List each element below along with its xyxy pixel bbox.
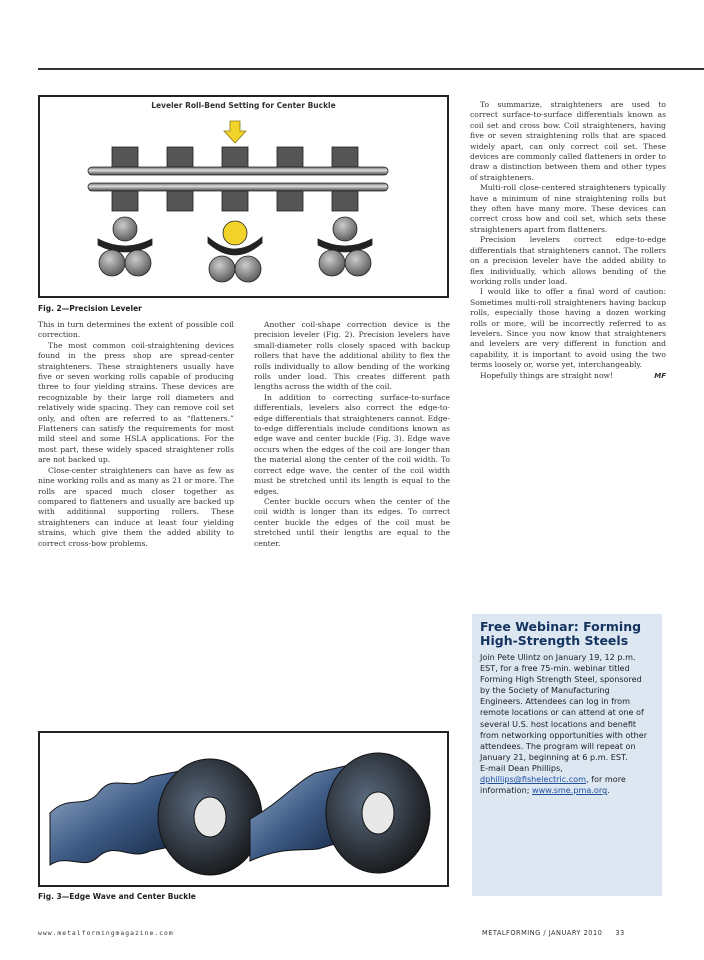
- footer-url: www.metalformingmagazine.com: [38, 929, 174, 937]
- top-rule: [38, 68, 704, 70]
- end-mark: MF: [654, 371, 666, 380]
- webinar-end: .: [607, 785, 610, 796]
- closing-line: Hopefully things are straight now!: [480, 370, 614, 380]
- paragraph: Another coil-shape correction device is the precision leveler (Fig. 2). Precision levelers have small-diameter rolls closely spaced with backup rollers that have the additional ability to flex the rolls individually to allow bending of the working rolls under load. This creates different path lengths across the width of the coil.: [254, 320, 450, 392]
- website-link[interactable]: www.sme.pma.org: [532, 785, 608, 796]
- figure-2-caption: Fig. 2—Precision Leveler: [38, 304, 142, 313]
- paragraph: Multi-roll close-centered straighteners typically have a minimum of nine straightening rolls but they often have many more. These devices can correct cross bow and coil set, which sets these straighteners apart from flatteners.: [470, 183, 666, 234]
- figure-3-caption: Fig. 3—Edge Wave and Center Buckle: [38, 892, 196, 901]
- paragraph: Center buckle occurs when the center of the coil width is longer than its edges. To correct center buckle the edges of the coil must be stretched until their lengths are equal to the center.: [254, 496, 450, 548]
- paragraph: [470, 371, 666, 381]
- figure-2: [38, 95, 449, 298]
- paragraph: The most common coil-straightening devices found in the press shop are spread-center straighteners. These straighteners usually have five or seven working rolls capable of producing three to four yielding strains. These devices are recognizable by their large roll diameters and relatively wide spacing. They can remove coil set only, and often are referred to as “flatteners.” Flatteners can satisfy the requirements for most mild steel and some HSLA applications. For the most part, these widely spaced straightener rolls are not backed up.: [38, 340, 234, 465]
- webinar-title: Free Webinar: Forming High-Strength Steels: [480, 619, 642, 648]
- column-3: [470, 100, 666, 381]
- webinar-email-prefix: E-mail Dean Phillips,: [480, 762, 563, 773]
- precision-leveler-illustration: [40, 97, 447, 296]
- paragraph: This in turn determines the extent of possible coil correction.: [38, 320, 234, 340]
- webinar-sidebar: [472, 614, 662, 896]
- webinar-mid: , for more information;: [480, 774, 626, 796]
- paragraph: I would like to offer a final word of caution: Sometimes multi-roll straighteners having backup rolls, especially those having a dozen working rolls or more, will be incorrectly referred to as levelers. Since you now know that straighteners and levelers are very different in function and capability, it is important to avoid using the two terms loosely or, worse yet, interchangeably.: [470, 287, 666, 370]
- paragraph: In addition to correcting surface-to-surface differentials, levelers also correct the edge-to-edge differentials that straighteners cannot. Edge-to-edge differentials include conditions known as edge wave and center buckle (Fig. 3). Edge wave occurs when the edges of the coil are longer than the material along the center of the coil width. To correct edge wave, the center of the coil width must be stretched until its length is equal to the edges.: [254, 392, 450, 496]
- figure-3: [38, 731, 449, 887]
- figure-2-title: Leveler Roll-Bend Setting for Center Buckle: [151, 101, 336, 110]
- webinar-body: [480, 652, 654, 796]
- paragraph: To summarize, straighteners are used to correct surface-to-surface differentials known as coil set and cross bow. Coil straighteners, having five or seven straightening rolls that are spaced widely apart, can only correct coil set. These devices are commonly called flatteners in order to draw a distinction between them and other types of straighteners.: [470, 100, 666, 182]
- column-2: [254, 320, 450, 549]
- paragraph: Precision levelers correct edge-to-edge differentials that straighteners cannot. The rollers on a precision leveler have the added ability to flex individually, which allows bending of the working rolls under load.: [470, 235, 666, 286]
- column-1: [38, 320, 234, 549]
- paragraph: Close-center straighteners can have as few as nine working rolls and as many as 21 or more. The rolls are spaced much closer together as compared to flatteners and usually are backed up with additional supporting rollers. These straighteners can induce at least four yielding strains, which give them the added ability to correct cross-bow problems.: [38, 465, 234, 548]
- webinar-text: Join Pete Ulintz on January 19, 12 p.m. EST, for a free 75-min. webinar titled Forming High Strength Steel, sponsored by the Society of Manufacturing Engineers. Attendees can log in from remote locations or can attend at one of several U.S. host locations and benefit from networking opportunities with other attendees. The program will repeat on January 21, beginning at 6 p.m. EST.: [480, 652, 648, 762]
- footer-folio: METALFORMING / JANUARY 2010 33: [482, 929, 625, 937]
- edge-wave-center-buckle-illustration: [40, 733, 447, 885]
- email-link[interactable]: dphillips@fishelectric.com: [480, 774, 587, 785]
